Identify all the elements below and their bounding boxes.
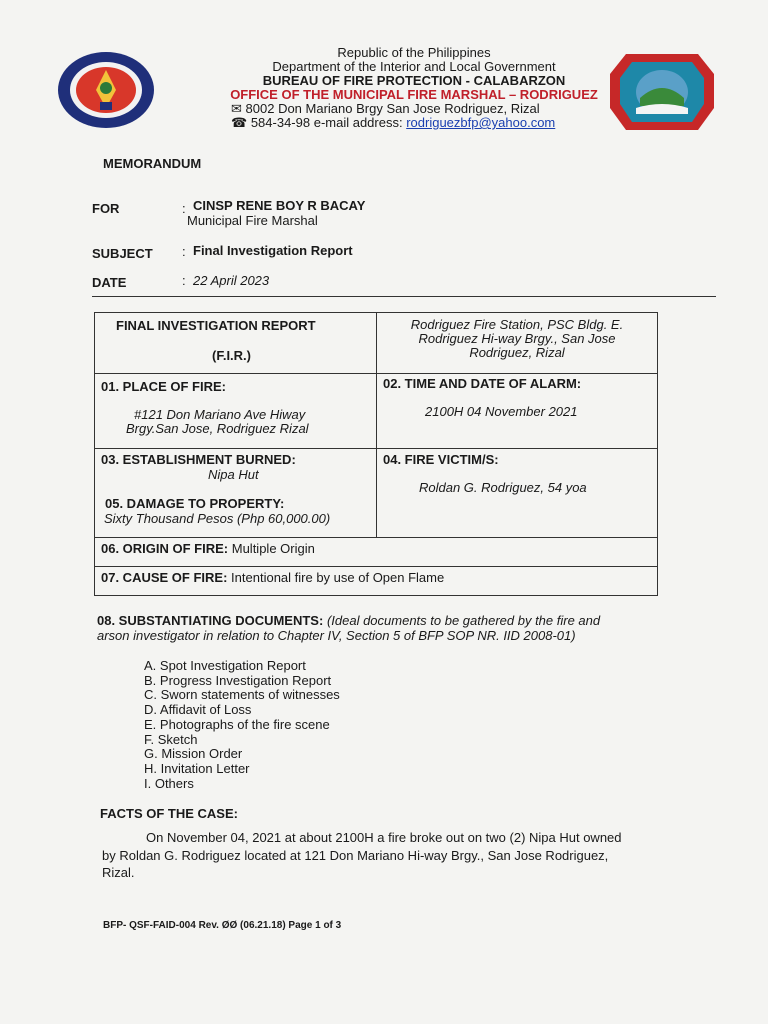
origin-label: 06. ORIGIN OF FIRE: [101,541,229,556]
cause-label: 07. CAUSE OF FIRE: [101,570,228,585]
for-colon: : [182,201,186,216]
report-abbr: (F.I.R.) [212,348,251,363]
document-item: F. Sketch [144,732,198,747]
header-department: Department of the Interior and Local Government [272,59,556,74]
origin-row [101,541,315,556]
subject-colon: : [182,244,186,259]
cause-row [101,570,444,585]
date-value: 22 April 2023 [193,273,270,288]
header-address: 8002 Don Mariano Brgy San Jose Rodriguez, Rizal [245,101,540,116]
alarm-label: 02. TIME AND DATE OF ALARM: [383,376,582,391]
station-line-3: Rodriguez, Rizal [469,345,565,360]
memorandum-title: MEMORANDUM [103,156,202,171]
for-position: Municipal Fire Marshal [187,213,318,228]
damage-label: 05. DAMAGE TO PROPERTY: [105,496,285,511]
document-item: A. Spot Investigation Report [144,658,306,673]
document-item: D. Affidavit of Loss [144,702,252,717]
victim-value: Roldan G. Rodriguez, 54 yoa [419,480,587,495]
documents-note-line-1: (Ideal documents to be gathered by the fire and [326,613,601,628]
facts-line-1: On November 04, 2021 at about 2100H a fire broke out on two (2) Nipa Hut owned [146,830,622,845]
header-republic: Republic of the Philippines [337,45,491,60]
table-row-divider-3 [94,537,658,538]
alarm-value: 2100H 04 November 2021 [425,404,578,419]
victim-label: 04. FIRE VICTIM/S: [383,452,499,467]
establishment-label: 03. ESTABLISHMENT BURNED: [101,452,296,467]
origin-value: Multiple Origin [231,541,315,556]
subject-value: Final Investigation Report [193,243,353,258]
facts-label: FACTS OF THE CASE: [100,806,238,821]
documents-note-line-2: arson investigator in relation to Chapter IV, Section 5 of BFP SOP NR. IID 2008-01) [97,628,576,643]
report-title: FINAL INVESTIGATION REPORT [116,318,316,333]
table-row-divider-2 [94,448,658,449]
document-item: B. Progress Investigation Report [144,673,332,688]
document-item: G. Mission Order [144,746,243,761]
header-bureau: BUREAU OF FIRE PROTECTION - CALABARZON [262,73,566,88]
place-label: 01. PLACE OF FIRE: [101,379,226,394]
document-item: I. Others [144,776,194,791]
envelope-icon: ✉ [231,101,242,116]
station-line-1: Rodriguez Fire Station, PSC Bldg. E. [410,317,624,332]
place-line-1: #121 Don Mariano Ave Hiway [134,407,306,422]
header-phone: 584-34-98 e-mail address: [250,115,403,130]
table-row-divider-4 [94,566,658,567]
table-row-divider-1 [94,373,658,374]
documents-heading [97,613,600,628]
for-name: CINSP RENE BOY R BACAY [193,198,366,213]
email-link[interactable]: rodriguezbfp@yahoo.com [406,115,556,130]
station-line-2: Rodriguez Hi-way Brgy., San Jose [418,331,616,346]
facts-line-2: by Roldan G. Rodriguez located at 121 Don Mariano Hi-way Brgy., San Jose Rodriguez, [102,848,609,863]
header-contact-row [231,115,555,131]
date-label: DATE [92,275,127,290]
damage-value: Sixty Thousand Pesos (Php 60,000.00) [104,511,331,526]
for-label: FOR [92,201,120,216]
date-colon: : [182,273,186,288]
header-office: OFFICE OF THE MUNICIPAL FIRE MARSHAL – RODRIGUEZ [230,87,598,102]
form-footer: BFP- QSF-FAID-004 Rev. ØØ (06.21.18) Page 1 of 3 [103,920,342,931]
establishment-value: Nipa Hut [208,467,259,482]
document-item: H. Invitation Letter [144,761,250,776]
cause-value: Intentional fire by use of Open Flame [231,570,445,585]
telephone-icon: ☎ [231,115,248,130]
subject-label: SUBJECT [92,246,153,261]
memo-divider [92,296,716,297]
place-line-2: Brgy.San Jose, Rodriguez Rizal [126,421,309,436]
document-item: C. Sworn statements of witnesses [144,687,340,702]
facts-line-3: Rizal. [102,865,135,880]
document-item: E. Photographs of the fire scene [144,717,330,732]
documents-label: 08. SUBSTANTIATING DOCUMENTS: [97,613,324,628]
